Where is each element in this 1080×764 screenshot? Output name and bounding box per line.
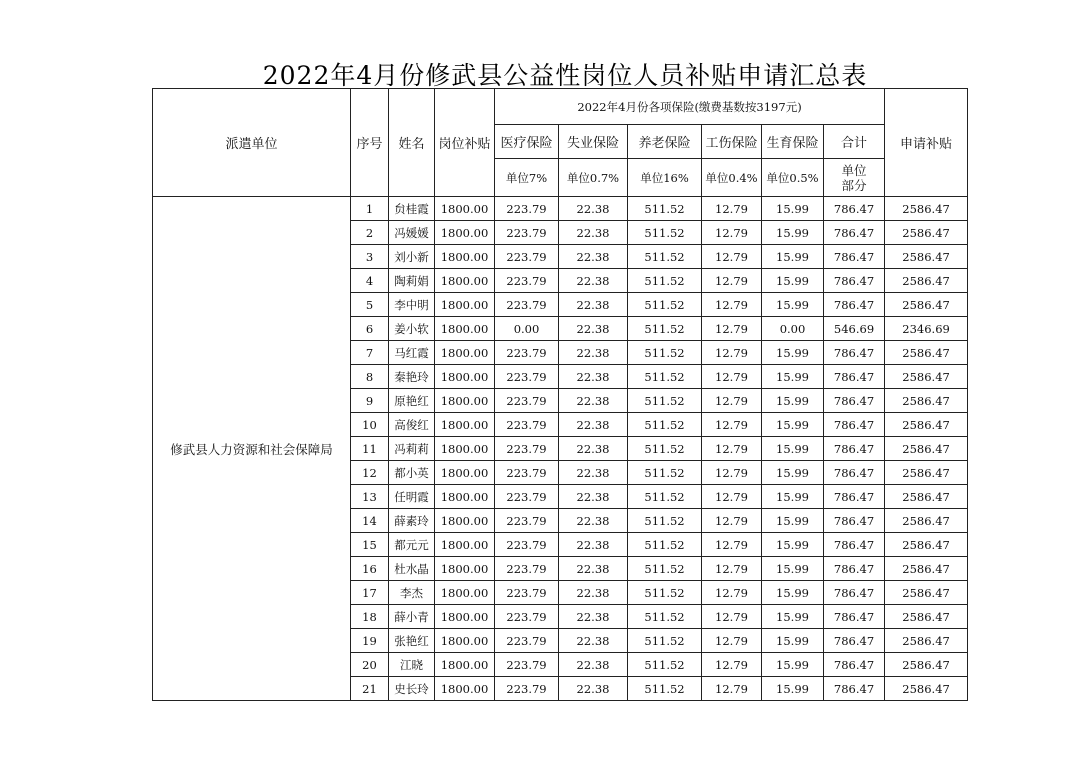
total-cell: 786.47 <box>824 293 885 317</box>
seq-cell: 5 <box>351 293 389 317</box>
post-subsidy-cell: 1800.00 <box>435 581 495 605</box>
total-cell: 786.47 <box>824 245 885 269</box>
header-total: 合计 <box>824 125 885 159</box>
apply-cell: 2586.47 <box>885 197 968 221</box>
injury-cell: 12.79 <box>702 413 762 437</box>
total-cell: 786.47 <box>824 533 885 557</box>
apply-cell: 2586.47 <box>885 293 968 317</box>
medical-cell: 0.00 <box>495 317 559 341</box>
medical-cell: 223.79 <box>495 197 559 221</box>
medical-cell: 223.79 <box>495 269 559 293</box>
header-name: 姓名 <box>389 89 435 197</box>
total-cell: 786.47 <box>824 581 885 605</box>
name-cell: 薛小青 <box>389 605 435 629</box>
seq-cell: 14 <box>351 509 389 533</box>
header-apply-subsidy: 申请补贴 <box>885 89 968 197</box>
seq-cell: 13 <box>351 485 389 509</box>
unemployment-cell: 22.38 <box>559 269 628 293</box>
injury-cell: 12.79 <box>702 485 762 509</box>
seq-cell: 11 <box>351 437 389 461</box>
header-medical: 医疗保险 <box>495 125 559 159</box>
medical-cell: 223.79 <box>495 365 559 389</box>
name-cell: 陶莉娟 <box>389 269 435 293</box>
pension-cell: 511.52 <box>628 245 702 269</box>
total-cell: 786.47 <box>824 629 885 653</box>
apply-cell: 2586.47 <box>885 365 968 389</box>
pension-cell: 511.52 <box>628 317 702 341</box>
header-unemployment: 失业保险 <box>559 125 628 159</box>
total-cell: 786.47 <box>824 605 885 629</box>
injury-cell: 12.79 <box>702 629 762 653</box>
seq-cell: 8 <box>351 365 389 389</box>
unemployment-cell: 22.38 <box>559 365 628 389</box>
pension-cell: 511.52 <box>628 677 702 701</box>
apply-cell: 2346.69 <box>885 317 968 341</box>
maternity-cell: 15.99 <box>762 533 824 557</box>
post-subsidy-cell: 1800.00 <box>435 509 495 533</box>
post-subsidy-cell: 1800.00 <box>435 653 495 677</box>
injury-cell: 12.79 <box>702 341 762 365</box>
apply-cell: 2586.47 <box>885 269 968 293</box>
subsidy-summary-table <box>152 88 968 701</box>
apply-cell: 2586.47 <box>885 437 968 461</box>
dept-cell: 修武县人力资源和社会保障局 <box>153 197 351 701</box>
pension-cell: 511.52 <box>628 293 702 317</box>
name-cell: 李中明 <box>389 293 435 317</box>
maternity-cell: 15.99 <box>762 341 824 365</box>
total-cell: 786.47 <box>824 413 885 437</box>
pension-cell: 511.52 <box>628 221 702 245</box>
unemployment-cell: 22.38 <box>559 413 628 437</box>
apply-cell: 2586.47 <box>885 653 968 677</box>
unemployment-cell: 22.38 <box>559 653 628 677</box>
name-cell: 秦艳玲 <box>389 365 435 389</box>
injury-cell: 12.79 <box>702 581 762 605</box>
unemployment-cell: 22.38 <box>559 245 628 269</box>
maternity-cell: 15.99 <box>762 557 824 581</box>
injury-cell: 12.79 <box>702 653 762 677</box>
injury-cell: 12.79 <box>702 677 762 701</box>
post-subsidy-cell: 1800.00 <box>435 413 495 437</box>
header-medical-rate: 单位7% <box>495 159 559 197</box>
maternity-cell: 15.99 <box>762 509 824 533</box>
name-cell: 刘小新 <box>389 245 435 269</box>
medical-cell: 223.79 <box>495 581 559 605</box>
name-cell: 李杰 <box>389 581 435 605</box>
post-subsidy-cell: 1800.00 <box>435 677 495 701</box>
total-cell: 786.47 <box>824 341 885 365</box>
apply-cell: 2586.47 <box>885 629 968 653</box>
maternity-cell: 15.99 <box>762 365 824 389</box>
injury-cell: 12.79 <box>702 533 762 557</box>
pension-cell: 511.52 <box>628 197 702 221</box>
pension-cell: 511.52 <box>628 653 702 677</box>
seq-cell: 12 <box>351 461 389 485</box>
apply-cell: 2586.47 <box>885 389 968 413</box>
name-cell: 姜小软 <box>389 317 435 341</box>
apply-cell: 2586.47 <box>885 557 968 581</box>
total-cell: 786.47 <box>824 557 885 581</box>
medical-cell: 223.79 <box>495 245 559 269</box>
post-subsidy-cell: 1800.00 <box>435 221 495 245</box>
pension-cell: 511.52 <box>628 341 702 365</box>
post-subsidy-cell: 1800.00 <box>435 437 495 461</box>
injury-cell: 12.79 <box>702 557 762 581</box>
seq-cell: 21 <box>351 677 389 701</box>
apply-cell: 2586.47 <box>885 221 968 245</box>
maternity-cell: 15.99 <box>762 581 824 605</box>
injury-cell: 12.79 <box>702 221 762 245</box>
total-cell: 786.47 <box>824 677 885 701</box>
total-cell: 546.69 <box>824 317 885 341</box>
unemployment-cell: 22.38 <box>559 485 628 509</box>
seq-cell: 16 <box>351 557 389 581</box>
pension-cell: 511.52 <box>628 485 702 509</box>
unemployment-cell: 22.38 <box>559 461 628 485</box>
maternity-cell: 15.99 <box>762 629 824 653</box>
pension-cell: 511.52 <box>628 269 702 293</box>
post-subsidy-cell: 1800.00 <box>435 533 495 557</box>
post-subsidy-cell: 1800.00 <box>435 629 495 653</box>
seq-cell: 18 <box>351 605 389 629</box>
total-cell: 786.47 <box>824 461 885 485</box>
maternity-cell: 15.99 <box>762 653 824 677</box>
pension-cell: 511.52 <box>628 509 702 533</box>
apply-cell: 2586.47 <box>885 245 968 269</box>
header-dept: 派遣单位 <box>153 89 351 197</box>
injury-cell: 12.79 <box>702 605 762 629</box>
maternity-cell: 15.99 <box>762 413 824 437</box>
unemployment-cell: 22.38 <box>559 317 628 341</box>
name-cell: 杜水晶 <box>389 557 435 581</box>
table-row <box>153 197 968 221</box>
medical-cell: 223.79 <box>495 485 559 509</box>
seq-cell: 17 <box>351 581 389 605</box>
post-subsidy-cell: 1800.00 <box>435 341 495 365</box>
pension-cell: 511.52 <box>628 437 702 461</box>
seq-cell: 20 <box>351 653 389 677</box>
seq-cell: 3 <box>351 245 389 269</box>
post-subsidy-cell: 1800.00 <box>435 293 495 317</box>
post-subsidy-cell: 1800.00 <box>435 245 495 269</box>
injury-cell: 12.79 <box>702 269 762 293</box>
header-seq: 序号 <box>351 89 389 197</box>
header-injury: 工伤保险 <box>702 125 762 159</box>
medical-cell: 223.79 <box>495 677 559 701</box>
maternity-cell: 15.99 <box>762 461 824 485</box>
seq-cell: 15 <box>351 533 389 557</box>
name-cell: 都元元 <box>389 533 435 557</box>
post-subsidy-cell: 1800.00 <box>435 389 495 413</box>
pension-cell: 511.52 <box>628 605 702 629</box>
header-maternity-rate: 单位0.5% <box>762 159 824 197</box>
name-cell: 冯莉莉 <box>389 437 435 461</box>
total-cell: 786.47 <box>824 269 885 293</box>
unemployment-cell: 22.38 <box>559 389 628 413</box>
unemployment-cell: 22.38 <box>559 437 628 461</box>
unemployment-cell: 22.38 <box>559 341 628 365</box>
header-pension: 养老保险 <box>628 125 702 159</box>
seq-cell: 9 <box>351 389 389 413</box>
medical-cell: 223.79 <box>495 437 559 461</box>
medical-cell: 223.79 <box>495 293 559 317</box>
seq-cell: 19 <box>351 629 389 653</box>
medical-cell: 223.79 <box>495 461 559 485</box>
name-cell: 任明霞 <box>389 485 435 509</box>
seq-cell: 2 <box>351 221 389 245</box>
name-cell: 江晓 <box>389 653 435 677</box>
injury-cell: 12.79 <box>702 365 762 389</box>
seq-cell: 4 <box>351 269 389 293</box>
header-maternity: 生育保险 <box>762 125 824 159</box>
unemployment-cell: 22.38 <box>559 677 628 701</box>
post-subsidy-cell: 1800.00 <box>435 605 495 629</box>
name-cell: 张艳红 <box>389 629 435 653</box>
pension-cell: 511.52 <box>628 581 702 605</box>
maternity-cell: 15.99 <box>762 677 824 701</box>
unemployment-cell: 22.38 <box>559 221 628 245</box>
total-cell: 786.47 <box>824 653 885 677</box>
maternity-cell: 15.99 <box>762 197 824 221</box>
pension-cell: 511.52 <box>628 365 702 389</box>
pension-cell: 511.52 <box>628 461 702 485</box>
unemployment-cell: 22.38 <box>559 605 628 629</box>
unemployment-cell: 22.38 <box>559 197 628 221</box>
medical-cell: 223.79 <box>495 221 559 245</box>
total-cell: 786.47 <box>824 485 885 509</box>
header-insurance-group: 2022年4月份各项保险(缴费基数按3197元) <box>495 89 885 125</box>
unemployment-cell: 22.38 <box>559 293 628 317</box>
total-cell: 786.47 <box>824 509 885 533</box>
injury-cell: 12.79 <box>702 293 762 317</box>
unemployment-cell: 22.38 <box>559 629 628 653</box>
apply-cell: 2586.47 <box>885 533 968 557</box>
seq-cell: 7 <box>351 341 389 365</box>
total-cell: 786.47 <box>824 221 885 245</box>
apply-cell: 2586.47 <box>885 485 968 509</box>
unemployment-cell: 22.38 <box>559 557 628 581</box>
post-subsidy-cell: 1800.00 <box>435 557 495 581</box>
post-subsidy-cell: 1800.00 <box>435 317 495 341</box>
apply-cell: 2586.47 <box>885 341 968 365</box>
seq-cell: 1 <box>351 197 389 221</box>
apply-cell: 2586.47 <box>885 461 968 485</box>
apply-cell: 2586.47 <box>885 413 968 437</box>
header-unemployment-rate: 单位0.7% <box>559 159 628 197</box>
name-cell: 冯媛媛 <box>389 221 435 245</box>
table-body <box>153 197 968 701</box>
pension-cell: 511.52 <box>628 557 702 581</box>
injury-cell: 12.79 <box>702 389 762 413</box>
injury-cell: 12.79 <box>702 509 762 533</box>
post-subsidy-cell: 1800.00 <box>435 269 495 293</box>
maternity-cell: 15.99 <box>762 389 824 413</box>
post-subsidy-cell: 1800.00 <box>435 365 495 389</box>
pension-cell: 511.52 <box>628 533 702 557</box>
medical-cell: 223.79 <box>495 341 559 365</box>
medical-cell: 223.79 <box>495 557 559 581</box>
unemployment-cell: 22.38 <box>559 509 628 533</box>
injury-cell: 12.79 <box>702 317 762 341</box>
apply-cell: 2586.47 <box>885 581 968 605</box>
post-subsidy-cell: 1800.00 <box>435 485 495 509</box>
name-cell: 薛素玲 <box>389 509 435 533</box>
total-cell: 786.47 <box>824 365 885 389</box>
maternity-cell: 15.99 <box>762 605 824 629</box>
injury-cell: 12.79 <box>702 197 762 221</box>
apply-cell: 2586.47 <box>885 509 968 533</box>
medical-cell: 223.79 <box>495 389 559 413</box>
total-cell: 786.47 <box>824 437 885 461</box>
maternity-cell: 0.00 <box>762 317 824 341</box>
medical-cell: 223.79 <box>495 605 559 629</box>
seq-cell: 6 <box>351 317 389 341</box>
seq-cell: 10 <box>351 413 389 437</box>
total-cell: 786.47 <box>824 389 885 413</box>
maternity-cell: 15.99 <box>762 269 824 293</box>
injury-cell: 12.79 <box>702 245 762 269</box>
name-cell: 马红霞 <box>389 341 435 365</box>
pension-cell: 511.52 <box>628 629 702 653</box>
header-total-unit-line2: 部分 <box>841 177 867 193</box>
header-total-unit <box>824 159 885 197</box>
header-post-subsidy: 岗位补贴 <box>435 89 495 197</box>
apply-cell: 2586.47 <box>885 677 968 701</box>
name-cell: 高俊红 <box>389 413 435 437</box>
medical-cell: 223.79 <box>495 413 559 437</box>
maternity-cell: 15.99 <box>762 221 824 245</box>
maternity-cell: 15.99 <box>762 245 824 269</box>
medical-cell: 223.79 <box>495 653 559 677</box>
header-total-unit-line1: 单位 <box>841 162 867 178</box>
post-subsidy-cell: 1800.00 <box>435 197 495 221</box>
maternity-cell: 15.99 <box>762 293 824 317</box>
injury-cell: 12.79 <box>702 437 762 461</box>
medical-cell: 223.79 <box>495 629 559 653</box>
unemployment-cell: 22.38 <box>559 581 628 605</box>
post-subsidy-cell: 1800.00 <box>435 461 495 485</box>
pension-cell: 511.52 <box>628 389 702 413</box>
header-pension-rate: 单位16% <box>628 159 702 197</box>
maternity-cell: 15.99 <box>762 485 824 509</box>
name-cell: 贠桂霞 <box>389 197 435 221</box>
name-cell: 史长玲 <box>389 677 435 701</box>
medical-cell: 223.79 <box>495 509 559 533</box>
injury-cell: 12.79 <box>702 461 762 485</box>
unemployment-cell: 22.38 <box>559 533 628 557</box>
maternity-cell: 15.99 <box>762 437 824 461</box>
document-title: 2022年4月份修武县公益性岗位人员补贴申请汇总表 <box>262 61 868 90</box>
header-injury-rate: 单位0.4% <box>702 159 762 197</box>
medical-cell: 223.79 <box>495 533 559 557</box>
pension-cell: 511.52 <box>628 413 702 437</box>
total-cell: 786.47 <box>824 197 885 221</box>
apply-cell: 2586.47 <box>885 605 968 629</box>
name-cell: 原艳红 <box>389 389 435 413</box>
name-cell: 都小英 <box>389 461 435 485</box>
